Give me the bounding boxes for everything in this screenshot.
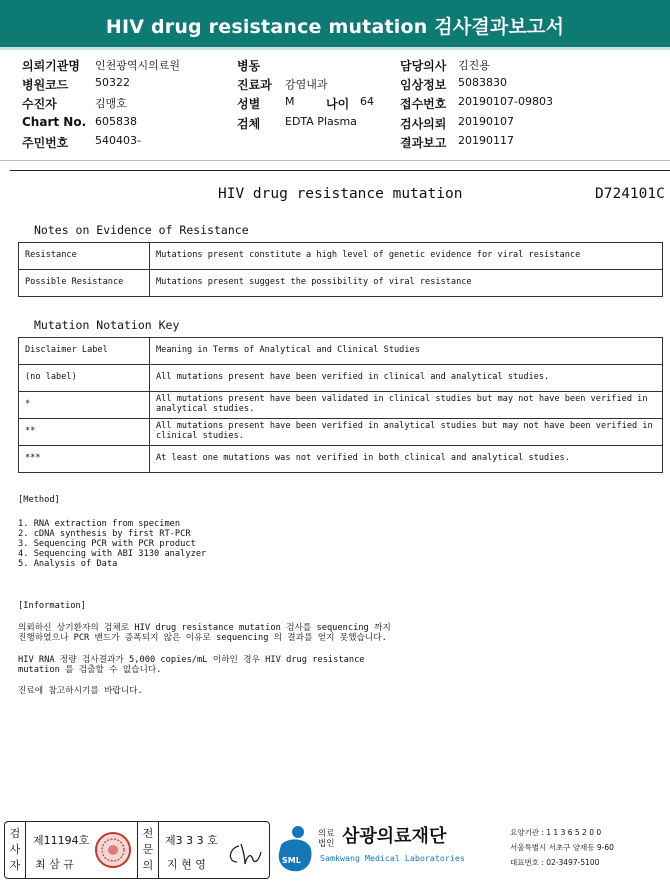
label-patient: 수진자	[22, 97, 57, 111]
report-body	[10, 170, 670, 786]
key-desc: All mutations present have been verified in analytical studies but may not have been verified in clinical studies.	[150, 419, 663, 446]
notation-key-table	[18, 337, 663, 473]
label-specimen: 검체	[237, 117, 261, 131]
official-seal	[93, 830, 133, 870]
key-label: (no label)	[19, 365, 150, 392]
patient-info	[0, 55, 670, 155]
report-banner	[0, 0, 670, 50]
method-item: 2. cDNA synthesis by first RT-PCR	[18, 529, 191, 539]
report-title: HIV drug resistance mutation	[218, 186, 463, 202]
label-resident-no: 주민번호	[22, 136, 69, 150]
value-hospital-code: 50322	[95, 76, 130, 89]
key-label: ***	[19, 446, 150, 473]
label-doctor: 담당의사	[400, 59, 447, 73]
signature-mark	[223, 840, 263, 870]
notes-table	[18, 242, 663, 297]
table-row	[19, 338, 663, 365]
value-report-date: 20190117	[458, 134, 514, 147]
key-desc: At least one mutations was not verified in both clinical and analytical studies.	[150, 446, 663, 473]
method-item: 5. Analysis of Data	[18, 559, 118, 569]
key-label: *	[19, 392, 150, 419]
information-paragraph: HIV RNA 정량 검사결과가 5,000 copies/mL 이하인 경우 HIV drug resistance mutation 를 검출할 수 없습니다.	[18, 655, 365, 676]
method-item: 3. Sequencing PCR with PCR product	[18, 539, 196, 549]
label-requesting-institution: 의뢰기관명	[22, 59, 80, 73]
report-footer	[0, 817, 670, 887]
report-code: D724101C	[595, 186, 665, 202]
sml-logo-icon	[273, 823, 317, 875]
key-heading: Mutation Notation Key	[34, 318, 180, 332]
label-hospital-code: 병원코드	[22, 78, 69, 92]
information-paragraph: 진료에 참고하시기를 바랍니다.	[18, 686, 143, 696]
value-specimen: EDTA Plasma	[285, 115, 357, 128]
value-age: 64	[360, 95, 374, 108]
foundation-name: 삼광의료재단	[342, 826, 447, 847]
information-paragraph: 의뢰하신 상기환자의 검체로 HIV drug resistance mutation 검사를 sequencing 까지 진행하였으나 PCR 밴드가 증폭되지 않은 이유로 sequencing 의 결과를 얻지 못했습니다.	[18, 623, 391, 644]
phone-number: 대표번호 : 02-3497-5100	[510, 858, 600, 867]
table-row	[19, 419, 663, 446]
label-receipt-no: 접수번호	[400, 97, 447, 111]
specialist-name: 지 현 영	[167, 858, 206, 871]
key-desc: Meaning in Terms of Analytical and Clinical Studies	[150, 338, 663, 365]
inspector-label: 검사자	[9, 827, 21, 872]
value-doctor: 김진용	[458, 59, 490, 72]
divider	[0, 160, 670, 161]
label-sex: 성별	[237, 97, 261, 111]
report-main-title: HIV drug resistance mutation 검사결과보고서	[105, 16, 565, 38]
value-receipt-no: 20190107-09803	[458, 95, 553, 108]
signature-box	[4, 821, 270, 879]
key-desc: All mutations present have been verified in clinical and analytical studies.	[150, 365, 663, 392]
inspector-label-cell	[5, 822, 26, 878]
notes-heading: Notes on Evidence of Resistance	[34, 223, 249, 237]
table-row	[19, 243, 663, 270]
key-desc: All mutations present have been validated in clinical studies but may not have been verified in analytical studies.	[150, 392, 663, 419]
information-heading: [Information]	[18, 601, 86, 611]
value-chart-no: 605838	[95, 115, 137, 128]
label-ward: 병동	[237, 59, 261, 73]
value-requesting-institution: 인천광역시의료원	[95, 59, 181, 72]
value-clinical-info: 5083830	[458, 76, 507, 89]
address: 서울특별시 서초구 양재동 9-60	[510, 843, 614, 852]
table-row	[19, 446, 663, 473]
foundation-english-name: Samkwang Medical Laboratories	[320, 853, 465, 863]
method-item: 4. Sequencing with ABI 3130 analyzer	[18, 549, 207, 559]
value-resident-no: 540403-	[95, 134, 141, 147]
label-chart-no: Chart No.	[22, 115, 87, 129]
value-department: 감염내과	[285, 78, 328, 91]
value-request-date: 20190107	[458, 115, 514, 128]
specialist-label: 전문의	[142, 827, 154, 872]
label-request-date: 검사의뢰	[400, 117, 447, 131]
value-sex: M	[285, 95, 295, 108]
table-row	[19, 270, 663, 297]
foundation-type: 의료 법인	[318, 829, 335, 849]
label-report-date: 결과보고	[400, 136, 447, 150]
table-row	[19, 392, 663, 419]
value-patient: 김맹호	[95, 97, 127, 110]
table-row	[19, 365, 663, 392]
note-term: Possible Resistance	[19, 270, 150, 297]
method-heading: [Method]	[18, 495, 60, 505]
inspector-name: 최 삼 규	[35, 858, 74, 871]
contact-block	[510, 825, 614, 870]
method-item: 1. RNA extraction from specimen	[18, 519, 181, 529]
logo-text: SML	[282, 856, 301, 865]
label-clinical-info: 임상정보	[400, 78, 447, 92]
institution-code: 요양기관 : 1 1 3 6 5 2 0 0	[510, 828, 602, 837]
key-label: **	[19, 419, 150, 446]
label-department: 진료과	[237, 78, 272, 92]
key-label: Disclaimer Label	[19, 338, 150, 365]
specialist-label-cell	[137, 822, 159, 878]
note-desc: Mutations present suggest the possibility of viral resistance	[150, 270, 663, 297]
note-desc: Mutations present constitute a high level of genetic evidence for viral resistance	[150, 243, 663, 270]
note-term: Resistance	[19, 243, 150, 270]
specialist-license: 제3 3 3 호	[165, 834, 218, 847]
inspector-license: 제11194호	[33, 834, 90, 847]
label-age: 나이	[326, 97, 350, 111]
